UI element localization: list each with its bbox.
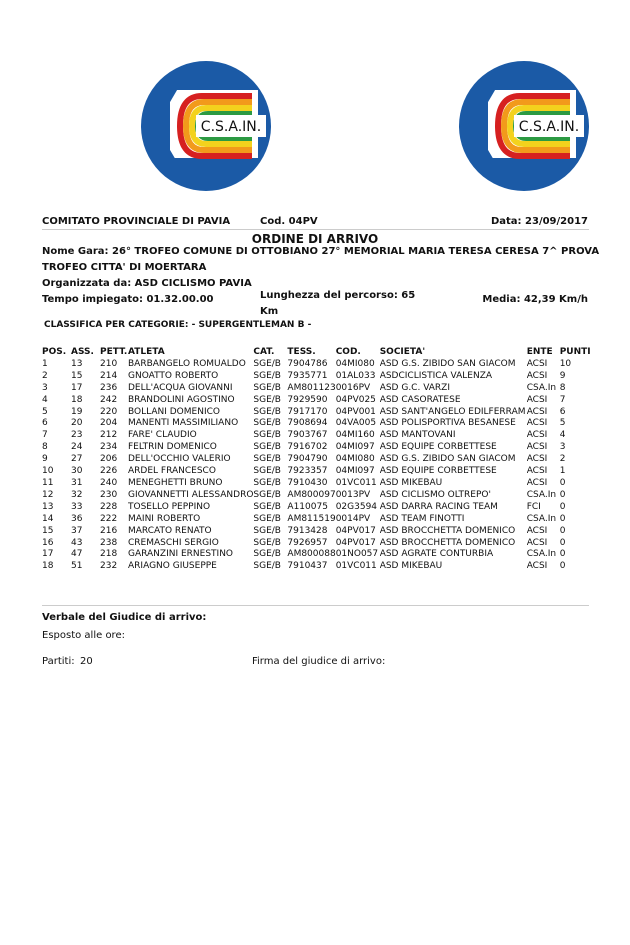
cell-ente: ACSI <box>526 525 548 536</box>
cell-tess: AM800088 <box>287 549 336 560</box>
cell-cod: 04MI080 <box>335 358 375 369</box>
cell-pos: 7 <box>42 430 48 441</box>
cell-atleta: GNOATTO ROBERTO <box>128 370 219 381</box>
cell-cat: SGE/B <box>253 513 281 524</box>
cell-ass: 43 <box>71 537 83 548</box>
cell-tess: 7917170 <box>287 406 328 417</box>
cell-cod: 04PV017 <box>335 537 376 548</box>
cell-ass: 51 <box>71 561 83 572</box>
cell-ass: 15 <box>71 370 83 381</box>
results-table <box>42 347 591 573</box>
partiti-label: Partiti: <box>42 656 75 667</box>
cell-cod: 01NO057 <box>335 549 379 560</box>
cell-cod: 0013PV <box>335 489 371 500</box>
cell-cat: SGE/B <box>253 394 281 405</box>
cell-tess: 7929590 <box>287 394 328 405</box>
cell-societa: ASD AGRATE CONTURBIA <box>379 549 494 560</box>
cell-punti: 6 <box>559 406 566 417</box>
cell-societa: ASD CICLISMO OLTREPO' <box>379 489 491 500</box>
table-row <box>42 466 591 478</box>
cell-atleta: ARIAGNO GIUSEPPE <box>128 561 217 572</box>
cell-atleta: GARANZINI ERNESTINO <box>128 549 234 560</box>
cell-tess: 7904786 <box>287 358 328 369</box>
table-row <box>42 538 591 550</box>
cell-atleta: DELL'ACQUA GIOVANNI <box>128 382 233 393</box>
header-divider <box>42 229 589 230</box>
cell-cod: 01AL033 <box>335 370 376 381</box>
cell-ass: 24 <box>71 442 83 453</box>
cell-cod: 04PV017 <box>335 525 376 536</box>
cell-cod: 04PV025 <box>335 394 376 405</box>
cell-cat: SGE/B <box>253 501 281 512</box>
cell-punti: 2 <box>559 454 566 465</box>
cell-pett: 218 <box>100 549 118 560</box>
col-pos: POS. <box>42 347 67 357</box>
cell-pos: 6 <box>42 418 48 429</box>
cell-cat: SGE/B <box>253 382 281 393</box>
cell-atleta: CREMASCHI SERGIO <box>128 537 219 548</box>
cell-punti: 7 <box>559 394 566 405</box>
cell-punti: 0 <box>559 501 566 512</box>
cell-cod: 01VC011 <box>335 561 377 572</box>
cell-cat: SGE/B <box>253 466 281 477</box>
cell-pos: 14 <box>42 513 54 524</box>
cell-pett: 222 <box>100 513 118 524</box>
cell-atleta: BRANDOLINI AGOSTINO <box>128 394 235 405</box>
cell-punti: 0 <box>559 549 566 560</box>
cell-atleta: DELL'OCCHIO VALERIO <box>128 454 231 465</box>
table-row <box>42 490 591 502</box>
cell-pett: 238 <box>100 537 118 548</box>
cell-pett: 240 <box>100 477 118 488</box>
cell-atleta: BARBANGELO ROMUALDO <box>128 358 246 369</box>
col-societa: SOCIETA' <box>379 347 426 357</box>
cell-tess: 7904790 <box>287 454 328 465</box>
cell-pos: 18 <box>42 561 54 572</box>
cell-pett: 228 <box>100 501 118 512</box>
cell-punti: 0 <box>559 513 566 524</box>
cell-pos: 8 <box>42 442 48 453</box>
cell-ente: ACSI <box>526 370 548 381</box>
col-ente: ENTE <box>526 347 553 357</box>
cell-cod: 02G3594 <box>335 501 378 512</box>
cell-punti: 4 <box>559 430 566 441</box>
cell-pos: 13 <box>42 501 54 512</box>
cell-tess: 7926957 <box>287 537 328 548</box>
cell-pett: 214 <box>100 370 118 381</box>
cell-tess: 7935771 <box>287 370 328 381</box>
cell-ente: ACSI <box>526 430 548 441</box>
cell-punti: 0 <box>559 561 566 572</box>
cell-ass: 47 <box>71 549 83 560</box>
cell-cat: SGE/B <box>253 454 281 465</box>
cell-ass: 17 <box>71 382 83 393</box>
cell-pett: 206 <box>100 454 118 465</box>
cell-pett: 232 <box>100 561 118 572</box>
cell-ass: 37 <box>71 525 83 536</box>
cell-tess: 7913428 <box>287 525 328 536</box>
table-header-row <box>42 347 591 359</box>
cell-cat: SGE/B <box>253 561 281 572</box>
cell-societa: ASD DARRA RACING TEAM <box>379 501 498 512</box>
cell-atleta: MANENTI MASSIMILIANO <box>128 418 239 429</box>
cell-atleta: BOLLANI DOMENICO <box>128 406 220 417</box>
cell-ente: ACSI <box>526 561 548 572</box>
cell-ente: ACSI <box>526 394 548 405</box>
logo-text-left: C.S.A.IN. <box>200 119 262 135</box>
cell-ente: ACSI <box>526 358 548 369</box>
cell-cat: SGE/B <box>253 525 281 536</box>
cell-pos: 4 <box>42 394 48 405</box>
footer-divider <box>42 605 589 606</box>
cell-pos: 9 <box>42 454 48 465</box>
cell-pos: 12 <box>42 489 54 500</box>
cell-cat: SGE/B <box>253 489 281 500</box>
cell-cod: 04VA005 <box>335 418 377 429</box>
table-row <box>42 359 591 371</box>
cell-punti: 0 <box>559 537 566 548</box>
cell-societa: ASD G.S. ZIBIDO SAN GIACOM <box>379 454 516 465</box>
race-code: Cod. 04PV <box>260 216 318 227</box>
cell-tess: 7916702 <box>287 442 328 453</box>
table-row <box>42 478 591 490</box>
cell-ente: ACSI <box>526 537 548 548</box>
col-cat: CAT. <box>253 347 275 357</box>
cell-ass: 33 <box>71 501 83 512</box>
page-title: ORDINE DI ARRIVO <box>251 232 379 246</box>
col-cod: COD. <box>335 347 361 357</box>
cell-punti: 9 <box>559 370 566 381</box>
race-name-line-2: TROFEO CITTA' DI MOERTARA <box>42 262 207 273</box>
race-date: Data: 23/09/2017 <box>490 216 588 227</box>
cell-cat: SGE/B <box>253 477 281 488</box>
cell-tess: 7908694 <box>287 418 328 429</box>
cell-cod: 04PV001 <box>335 406 376 417</box>
table-row <box>42 502 591 514</box>
cell-ass: 32 <box>71 489 83 500</box>
cell-tess: AM811519 <box>287 513 336 524</box>
table-row <box>42 395 591 407</box>
cell-pett: 242 <box>100 394 118 405</box>
cell-punti: 0 <box>559 477 566 488</box>
table-row <box>42 526 591 538</box>
cell-pos: 1 <box>42 358 48 369</box>
table-row <box>42 383 591 395</box>
cell-cod: 0016PV <box>335 382 371 393</box>
cell-tess: 7903767 <box>287 430 328 441</box>
cell-pett: 220 <box>100 406 118 417</box>
cell-ente: CSA.In <box>526 513 557 524</box>
cell-pos: 17 <box>42 549 54 560</box>
cell-ass: 19 <box>71 406 83 417</box>
cell-pett: 204 <box>100 418 118 429</box>
cell-punti: 5 <box>559 418 566 429</box>
cell-cat: SGE/B <box>253 549 281 560</box>
cell-ente: ACSI <box>526 418 548 429</box>
firma-label: Firma del giudice di arrivo: <box>252 656 386 667</box>
cell-societa: ASD G.C. VARZI <box>379 382 450 393</box>
cell-ente: ACSI <box>526 406 548 417</box>
verbale-label: Verbale del Giudice di arrivo: <box>42 612 207 623</box>
cell-pos: 11 <box>42 477 54 488</box>
average-speed: Media: 42,39 Km/h <box>482 294 588 305</box>
cell-ente: ACSI <box>526 466 548 477</box>
table-row <box>42 454 591 466</box>
cell-pett: 210 <box>100 358 118 369</box>
cell-cat: SGE/B <box>253 370 281 381</box>
cell-pett: 230 <box>100 489 118 500</box>
csain-logo-left <box>140 60 272 192</box>
cell-tess: A110075 <box>287 501 328 512</box>
committee-name: COMITATO PROVINCIALE DI PAVIA <box>42 216 231 227</box>
organizer: Organizzata da: ASD CICLISMO PAVIA <box>42 278 252 289</box>
category-label: CLASSIFICA PER CATEGORIE: - SUPERGENTLEMAN B - <box>44 320 312 330</box>
cell-ente: CSA.In <box>526 489 557 500</box>
logo-text-right: C.S.A.IN. <box>518 119 580 135</box>
cell-pos: 5 <box>42 406 48 417</box>
cell-ente: CSA.In <box>526 382 557 393</box>
cell-societa: ASD SANT'ANGELO EDILFERRAM <box>379 406 526 417</box>
cell-societa: ASD MIKEBAU <box>379 561 443 572</box>
cell-pett: 212 <box>100 430 118 441</box>
table-row <box>42 549 591 561</box>
cell-punti: 10 <box>559 358 572 369</box>
table-row <box>42 430 591 442</box>
cell-ass: 31 <box>71 477 83 488</box>
cell-societa: ASD G.S. ZIBIDO SAN GIACOM <box>379 358 516 369</box>
csain-logo-right <box>458 60 590 192</box>
table-row <box>42 442 591 454</box>
cell-atleta: FELTRIN DOMENICO <box>128 442 217 453</box>
cell-cod: 04MI097 <box>335 466 375 477</box>
cell-atleta: MAINI ROBERTO <box>128 513 201 524</box>
cell-ente: ACSI <box>526 442 548 453</box>
cell-tess: AM801123 <box>287 382 336 393</box>
cell-ass: 23 <box>71 430 83 441</box>
table-row <box>42 418 591 430</box>
cell-punti: 0 <box>559 525 566 536</box>
cell-societa: ASD EQUIPE CORBETTESE <box>379 442 497 453</box>
cell-ente: FCI <box>526 501 541 512</box>
table-row <box>42 561 591 573</box>
cell-cod: 0014PV <box>335 513 371 524</box>
table-row <box>42 407 591 419</box>
cell-cod: 04MI160 <box>335 430 375 441</box>
cell-pos: 15 <box>42 525 54 536</box>
cell-societa: ASD MANTOVANI <box>379 430 456 441</box>
cell-pett: 216 <box>100 525 118 536</box>
cell-pos: 10 <box>42 466 54 477</box>
cell-cat: SGE/B <box>253 442 281 453</box>
cell-cod: 04MI080 <box>335 454 375 465</box>
cell-cod: 04MI097 <box>335 442 375 453</box>
cell-ass: 13 <box>71 358 83 369</box>
cell-societa: ASD POLISPORTIVA BESANESE <box>379 418 516 429</box>
cell-tess: 7910430 <box>287 477 328 488</box>
cell-atleta: ARDEL FRANCESCO <box>128 466 216 477</box>
col-ass: ASS. <box>71 347 94 357</box>
col-pett: PETT. <box>100 347 128 357</box>
cell-tess: 7923357 <box>287 466 328 477</box>
race-name-line-1: Nome Gara: 26° TROFEO COMUNE DI OTTOBIANO 27° MEMORIAL MARIA TERESA CERESA 7^ PROVA <box>42 246 600 257</box>
cell-pett: 226 <box>100 466 118 477</box>
partiti-value: 20 <box>80 656 93 667</box>
col-punti: PUNTI <box>559 347 591 357</box>
cell-cat: SGE/B <box>253 430 281 441</box>
time-used: Tempo impiegato: 01.32.00.00 <box>42 294 214 305</box>
cell-ass: 20 <box>71 418 83 429</box>
cell-ass: 18 <box>71 394 83 405</box>
cell-punti: 8 <box>559 382 566 393</box>
cell-societa: ASD MIKEBAU <box>379 477 443 488</box>
cell-cat: SGE/B <box>253 418 281 429</box>
cell-tess: 7910437 <box>287 561 328 572</box>
col-atleta: ATLETA <box>128 347 165 357</box>
cell-societa: ASD BROCCHETTA DOMENICO <box>379 525 516 536</box>
cell-cod: 01VC011 <box>335 477 377 488</box>
cell-societa: ASD BROCCHETTA DOMENICO <box>379 537 516 548</box>
cell-tess: AM800097 <box>287 489 336 500</box>
cell-ente: CSA.In <box>526 549 557 560</box>
cell-cat: SGE/B <box>253 537 281 548</box>
cell-cat: SGE/B <box>253 358 281 369</box>
cell-atleta: FARE' CLAUDIO <box>128 430 197 441</box>
cell-punti: 0 <box>559 489 566 500</box>
course-unit: Km <box>260 306 279 317</box>
cell-societa: ASD TEAM FINOTTI <box>379 513 465 524</box>
cell-atleta: MARCATO RENATO <box>128 525 212 536</box>
cell-punti: 1 <box>559 466 566 477</box>
cell-pos: 3 <box>42 382 48 393</box>
cell-cat: SGE/B <box>253 406 281 417</box>
cell-atleta: MENEGHETTI BRUNO <box>128 477 223 488</box>
cell-ass: 36 <box>71 513 83 524</box>
table-row <box>42 514 591 526</box>
cell-ass: 30 <box>71 466 83 477</box>
cell-pos: 16 <box>42 537 54 548</box>
cell-pos: 2 <box>42 370 48 381</box>
cell-pett: 236 <box>100 382 118 393</box>
table-row <box>42 371 591 383</box>
cell-atleta: TOSELLO PEPPINO <box>128 501 211 512</box>
cell-atleta: GIOVANNETTI ALESSANDRO <box>128 489 254 500</box>
course-length: Lunghezza del percorso: 65 <box>260 290 416 301</box>
cell-societa: ASD CASORATESE <box>379 394 461 405</box>
esposto-label: Esposto alle ore: <box>42 630 125 641</box>
cell-ente: ACSI <box>526 477 548 488</box>
cell-societa: ASDCICLISTICA VALENZA <box>379 370 493 381</box>
cell-punti: 3 <box>559 442 566 453</box>
col-tess: TESS. <box>287 347 316 357</box>
cell-ass: 27 <box>71 454 83 465</box>
results-body <box>42 359 591 573</box>
cell-pett: 234 <box>100 442 118 453</box>
cell-ente: ACSI <box>526 454 548 465</box>
cell-societa: ASD EQUIPE CORBETTESE <box>379 466 497 477</box>
